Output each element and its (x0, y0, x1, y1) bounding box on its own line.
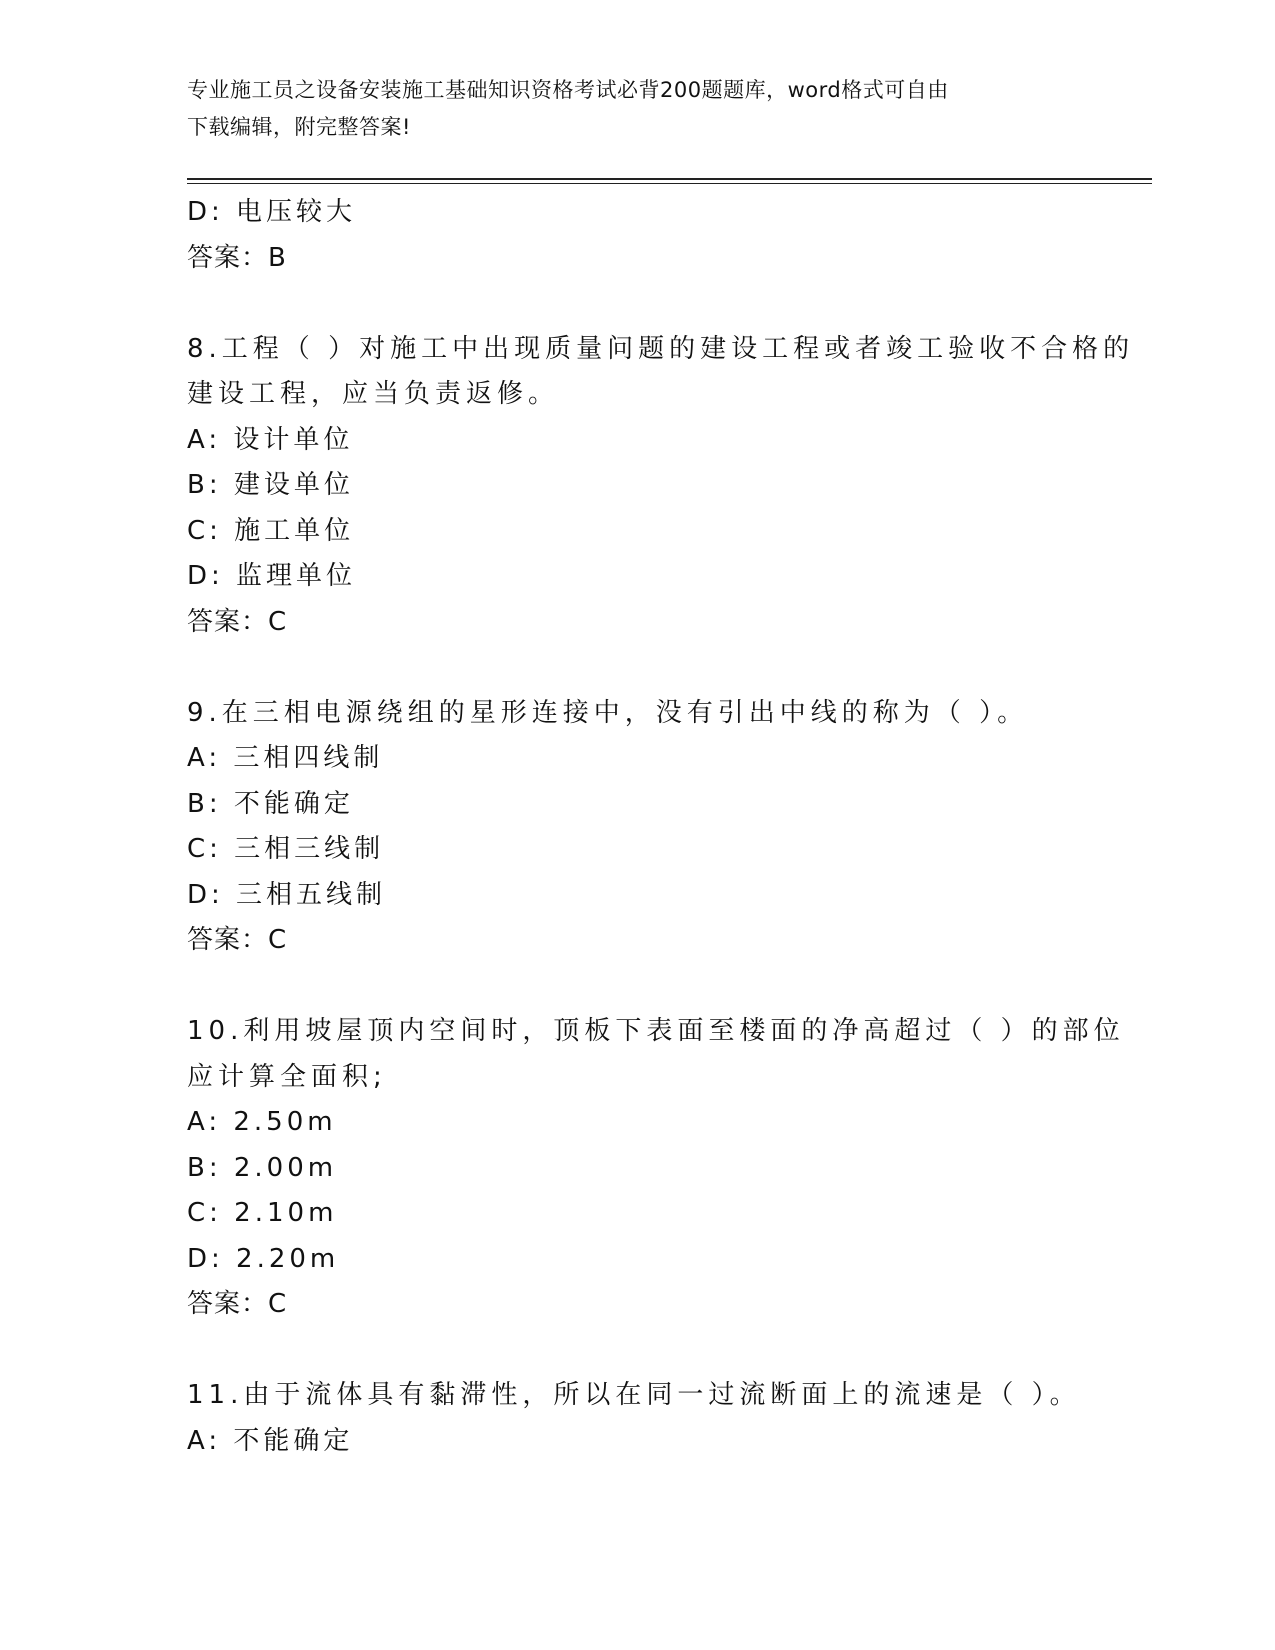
question-text: 8.工程（ ）对施工中出现质量问题的建设工程或者竣工验收不合格的 (187, 333, 1135, 364)
option-a: A: 2.50m (187, 1107, 337, 1137)
spacer (187, 281, 1087, 327)
answer-line: 答案：B (187, 242, 287, 273)
option-b: B: 建设单位 (187, 470, 354, 500)
question-text: 11.由于流体具有黏滞性，所以在同一过流断面上的流速是（ ）。 (187, 1380, 1081, 1410)
header-line-2: 下载编辑，附完整答案! (187, 115, 411, 139)
option-d: D: 三相五线制 (187, 879, 387, 910)
question-9 (187, 691, 1087, 964)
question-8 (187, 327, 1135, 646)
header-rule-thin (187, 183, 1152, 184)
option-a: A: 三相四线制 (187, 743, 384, 773)
question-text: 建设工程，应当负责返修。 (187, 379, 560, 409)
spacer (187, 645, 1087, 691)
question-text: 9.在三相电源绕组的星形连接中，没有引出中线的称为（ ）。 (187, 697, 1029, 728)
option-d: D: 2.20m (187, 1243, 340, 1274)
header-rule-thick (187, 178, 1152, 180)
header-line-1: 专业施工员之设备安装施工基础知识资格考试必背200题题库，word格式可自由 (187, 78, 949, 102)
option-d: D: 监理单位 (187, 561, 357, 591)
question-10 (187, 1009, 1125, 1328)
answer-line: 答案：C (187, 1289, 288, 1319)
option-b: B: 2.00m (187, 1152, 338, 1183)
answer-line: 答案：C (187, 925, 288, 955)
option-a: A: 设计单位 (187, 424, 354, 455)
option-c: C: 2.10m (187, 1198, 338, 1228)
option-c: C: 三相三线制 (187, 834, 385, 864)
option-b: B: 不能确定 (187, 788, 354, 819)
question-list (187, 190, 1135, 1464)
option-d: D: 电压较大 (187, 197, 357, 227)
option-c: C: 施工单位 (187, 515, 355, 546)
document-header (187, 72, 1067, 146)
option-a: A: 不能确定 (187, 1425, 354, 1456)
question-text: 10.利用坡屋顶内空间时，顶板下表面至楼面的净高超过（ ）的部位 (187, 1016, 1125, 1046)
spacer (187, 1328, 1087, 1374)
answer-line: 答案：C (187, 606, 288, 637)
question-text: 应计算全面积; (187, 1061, 387, 1092)
question-11 (187, 1373, 1087, 1464)
spacer (187, 964, 1087, 1010)
